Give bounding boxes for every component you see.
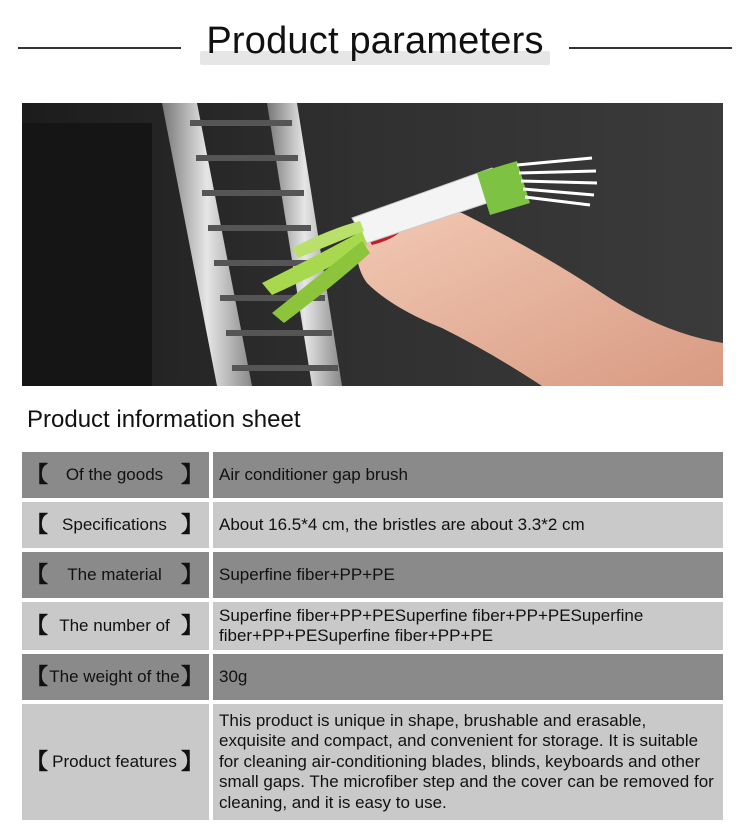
bracket-open: 【 xyxy=(26,749,49,774)
row-label xyxy=(22,704,209,820)
sheet-title: Product information sheet xyxy=(27,406,301,433)
row-value: About 16.5*4 cm, the bristles are about 3.3*2 cm xyxy=(213,502,723,548)
table-row xyxy=(22,602,723,650)
bracket-close: 】 xyxy=(180,562,203,587)
header-rule-right xyxy=(569,47,732,49)
row-value: Air conditioner gap brush xyxy=(213,452,723,498)
row-label-text: The number of xyxy=(59,616,170,635)
row-label-text: The material xyxy=(67,565,162,584)
row-label xyxy=(22,654,209,700)
bracket-close: 】 xyxy=(180,749,203,774)
bracket-close: 】 xyxy=(180,462,203,487)
row-value: Superfine fiber+PP+PE xyxy=(213,552,723,598)
row-label xyxy=(22,602,209,650)
table-row xyxy=(22,452,723,498)
product-photo xyxy=(22,103,723,386)
bracket-open: 【 xyxy=(26,613,49,638)
header xyxy=(0,0,750,90)
row-label-text: Of the goods xyxy=(65,465,164,484)
bracket-close: 】 xyxy=(180,512,203,537)
air-vent-brush-photo xyxy=(22,103,723,386)
row-value: This product is unique in shape, brushable and erasable, exquisite and compact, and convenient for storage. It is suitable for cleaning air-conditioning blades, blinds, keyboards and other small gaps. The microfiber step and the cover can be removed for cleaning, and it is easy to use. xyxy=(213,704,723,820)
page-title: Product parameters xyxy=(206,20,544,62)
row-label-text: Product features xyxy=(52,752,177,771)
row-label-text: The weight of the xyxy=(49,667,180,686)
row-value: 30g xyxy=(213,654,723,700)
table-row xyxy=(22,654,723,700)
row-label xyxy=(22,452,209,498)
bracket-open: 【 xyxy=(26,462,49,487)
bracket-open: 【 xyxy=(26,664,49,689)
table-row xyxy=(22,552,723,598)
row-value: Superfine fiber+PP+PESuperfine fiber+PP+PESuperfine fiber+PP+PESuperfine fiber+PP+PE xyxy=(213,602,723,650)
row-label xyxy=(22,502,209,548)
bracket-close: 】 xyxy=(180,664,203,689)
row-label-text: Specifications xyxy=(62,515,167,534)
bracket-open: 【 xyxy=(26,512,49,537)
bracket-close: 】 xyxy=(180,613,203,638)
bracket-open: 【 xyxy=(26,562,49,587)
table-row xyxy=(22,502,723,548)
table-row xyxy=(22,704,723,820)
row-label xyxy=(22,552,209,598)
